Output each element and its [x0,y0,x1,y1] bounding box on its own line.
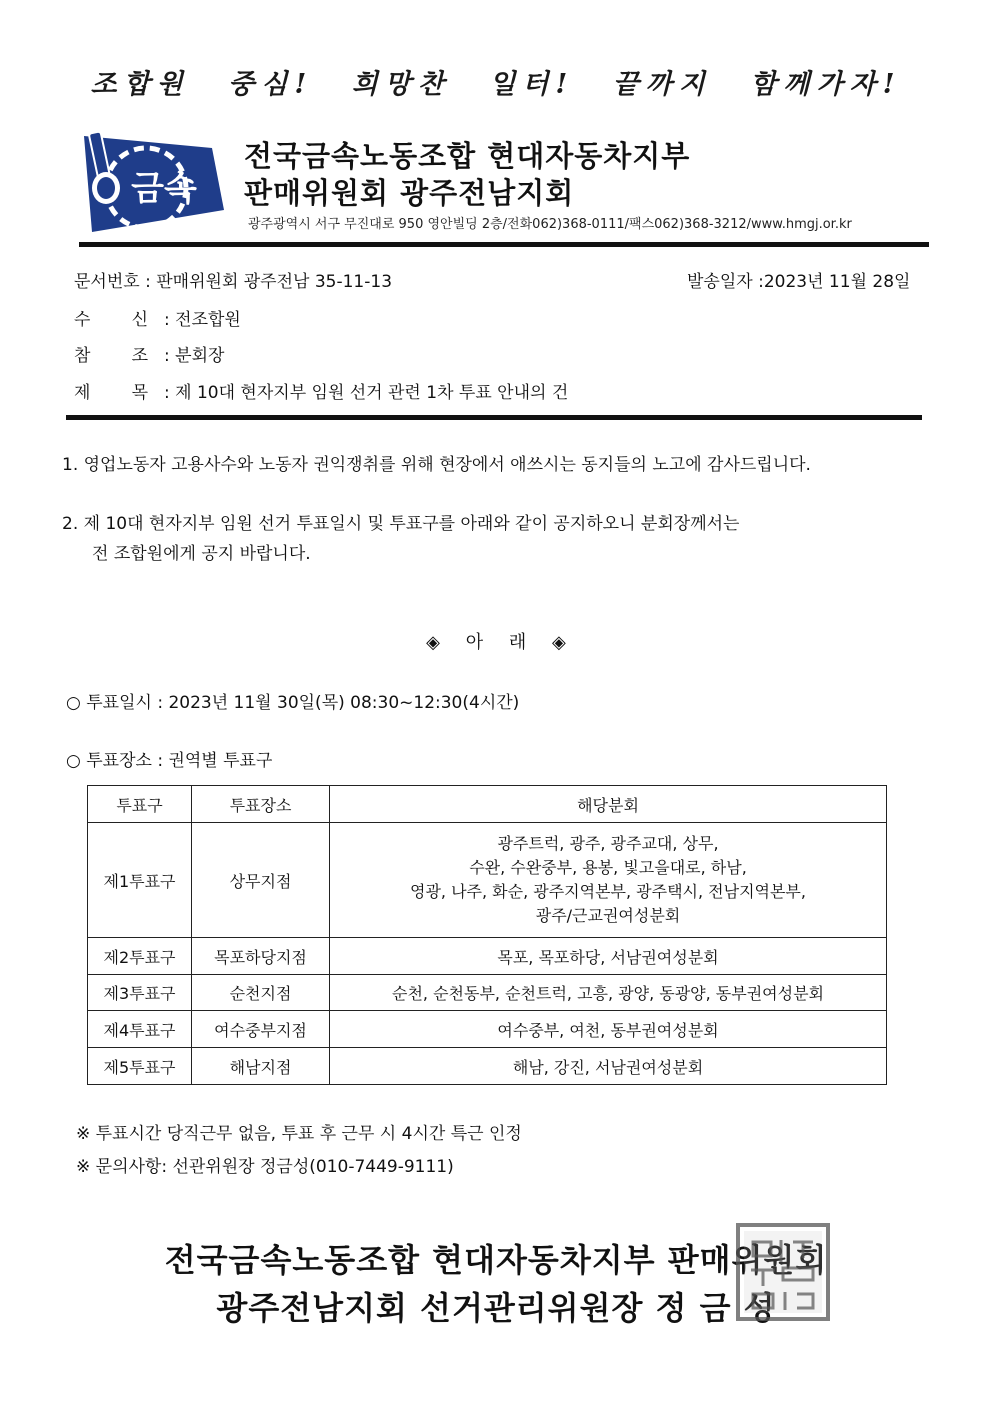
place: 순천지점 [192,975,330,1011]
table-header-row [88,786,887,823]
table-row [88,823,887,938]
subject-label: 제 목 [74,383,148,403]
slogan: 조합원 중심! 희망찬 일터! 끝까지 함께가자! [90,69,902,100]
doc-number-label: 문서번호 [74,272,140,292]
header-district: 투표구 [88,786,192,823]
place: 해남지점 [192,1048,330,1085]
recipient-label: 수 신 [74,310,148,330]
place: 여수중부지점 [192,1011,330,1048]
recipient: 전조합원 [175,310,241,330]
branches: 순천, 순천동부, 순천트럭, 고흥, 광양, 동광양, 동부권여성분회 [330,975,887,1011]
send-date: 2023년 11월 28일 [763,272,911,292]
subject: 제 10대 현자지부 임원 선거 관련 1차 투표 안내의 건 [175,383,569,403]
logo-text: 금속 [131,169,197,209]
official-seal-icon [735,1222,831,1322]
vote-date: ○ 투표일시 : 2023년 11월 30일(목) 08:30~12:30(4시간) [66,693,520,713]
signature-line2: 광주전남지회 선거관리위원장 정 금 성 [216,1289,776,1327]
place: 상무지점 [192,823,330,938]
table-row [88,1048,887,1085]
header-branches: 해당분회 [330,786,887,823]
branches: 여수중부, 여천, 동부권여성분회 [330,1011,887,1048]
district: 제2투표구 [88,938,192,975]
branches: 광주트럭, 광주, 광주교대, 상무, 수완, 수완중부, 용봉, 빛고을대로, 하남, 영광, 나주, 화순, 광주지역본부, 광주택시, 전남지역본부, 광주/근교권여성분회 [330,823,887,938]
paragraph-2-line1: 2. 제 10대 현자지부 임원 선거 투표일시 및 투표구를 아래와 같이 공지하오니 분회장께서는 [62,514,740,534]
district: 제1투표구 [88,823,192,938]
district: 제3투표구 [88,975,192,1011]
polling-table [87,785,887,1085]
reference-label: 참 조 [74,346,148,366]
section-heading-below: ◈ 아 래 ◈ [426,632,566,653]
send-date-label: 발송일자 [687,272,753,292]
header-place: 투표장소 [192,786,330,823]
note-contact: ※ 문의사항: 선관위원장 정금성(010-7449-9111) [76,1157,454,1177]
org-address: 광주광역시 서구 무진대로 950 영안빌딩 2층/전화062)368-0111/팩스062)368-3212/www.hmgj.or.kr [248,217,852,232]
org-name-line1: 전국금속노동조합 현대자동차지부 [244,139,691,173]
meta-divider [66,415,922,420]
table-row [88,938,887,975]
recipient-row: 수 신 : 전조합원 [74,305,241,330]
branches: 목포, 목포하당, 서남권여성분회 [330,938,887,975]
district: 제4투표구 [88,1011,192,1048]
subject-row: 제 목 : 제 10대 현자지부 임원 선거 관련 1차 투표 안내의 건 [74,378,568,403]
signature-line1: 전국금속노동조합 현대자동차지부 판매위원회 [164,1241,828,1279]
org-name-line2: 판매위원회 광주전남지회 [244,176,575,210]
table-row [88,1011,887,1048]
note-shift: ※ 투표시간 당직근무 없음, 투표 후 근무 시 4시간 특근 인정 [76,1124,522,1144]
doc-number: 판매위원회 광주전남 35-11-13 [156,272,393,292]
reference: 분회장 [175,346,225,366]
send-date-row: 발송일자 :2023년 11월 28일 [687,272,911,292]
paragraph-2-line2: 전 조합원에게 공지 바랍니다. [92,544,311,564]
header-divider [79,242,929,247]
district: 제5투표구 [88,1048,192,1085]
branches: 해남, 강진, 서남권여성분회 [330,1048,887,1085]
doc-number-row: 문서번호 : 판매위원회 광주전남 35-11-13 [74,272,393,292]
paragraph-1: 1. 영업노동자 고용사수와 노동자 권익쟁취를 위해 현장에서 애쓰시는 동지들의 노고에 감사드립니다. [62,455,811,475]
table-row [88,975,887,1011]
vote-place: ○ 투표장소 : 권역별 투표구 [66,751,273,771]
place: 목포하당지점 [192,938,330,975]
union-logo [84,128,224,238]
reference-row: 참 조 : 분회장 [74,341,224,366]
